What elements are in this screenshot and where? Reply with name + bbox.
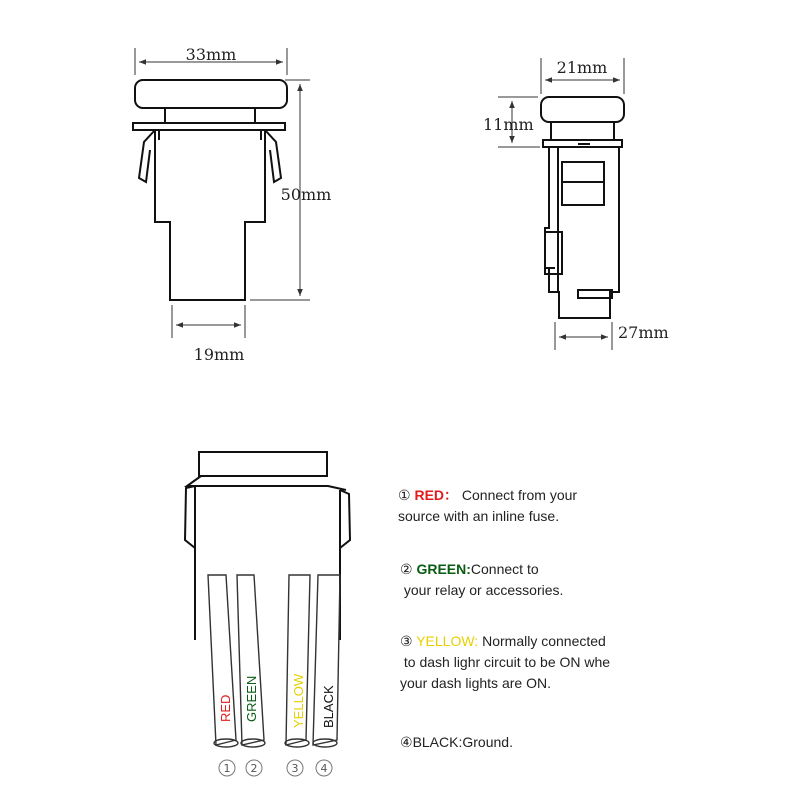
legend-green bbox=[400, 559, 563, 601]
legend-line: Ground. bbox=[462, 734, 513, 750]
wire-number-4: 4 bbox=[320, 762, 328, 775]
wire-label-yellow: YELLOW bbox=[291, 673, 306, 728]
dim-front-bottom-width: 19mm bbox=[193, 345, 245, 364]
legend-black bbox=[400, 732, 513, 753]
legend-heading-black: BLACK: bbox=[412, 734, 463, 750]
front-cap bbox=[135, 80, 287, 108]
front-body bbox=[155, 130, 265, 300]
legend-marker: ① bbox=[398, 487, 411, 503]
back-clip-right bbox=[340, 490, 350, 548]
legend-line: Connect to bbox=[470, 561, 539, 577]
back-cap bbox=[199, 452, 327, 476]
legend-marker: ④ bbox=[400, 734, 413, 750]
legend-heading-green: GREEN: bbox=[416, 561, 471, 577]
legend-red bbox=[398, 485, 577, 527]
legend-heading-yellow: YELLOW: bbox=[416, 633, 479, 649]
legend-yellow bbox=[400, 631, 645, 694]
wire-label-black: BLACK bbox=[321, 685, 336, 728]
wire-number-2: 2 bbox=[250, 762, 258, 775]
side-view-switch bbox=[541, 97, 624, 318]
legend-line: your dash lights are ON. bbox=[400, 675, 551, 691]
legend-line: Connect from your bbox=[461, 487, 578, 503]
dim-height: 50mm bbox=[280, 185, 332, 204]
legend-line: source with an inline fuse. bbox=[398, 508, 560, 524]
legend-marker: ② bbox=[400, 561, 413, 577]
legend-line: to dash lighr circuit to be ON whe bbox=[400, 654, 611, 670]
dim-side-bottom-width: 27mm bbox=[618, 323, 669, 342]
wire-label-red: RED bbox=[218, 694, 233, 722]
legend-heading-red: RED： bbox=[414, 487, 459, 503]
wire-number-markers bbox=[219, 760, 332, 776]
side-cap bbox=[541, 97, 624, 122]
dim-front-width: 33mm bbox=[185, 45, 237, 64]
dim-side-width: 21mm bbox=[556, 58, 608, 77]
back-clip-left bbox=[185, 486, 195, 548]
front-flange bbox=[133, 123, 285, 130]
front-clip-left bbox=[139, 130, 155, 182]
legend-marker: ③ bbox=[400, 633, 413, 649]
wire-number-3: 3 bbox=[291, 762, 299, 775]
dim-side-head-height: 11mm bbox=[483, 115, 534, 134]
legend-line: your relay or accessories. bbox=[400, 582, 564, 598]
legend-line: Normally connected bbox=[482, 633, 606, 649]
front-view-switch bbox=[133, 80, 287, 300]
back-body bbox=[195, 486, 340, 640]
wire-number-1: 1 bbox=[223, 762, 231, 775]
front-clip-right bbox=[265, 130, 281, 182]
wire-label-green: GREEN bbox=[244, 675, 259, 722]
